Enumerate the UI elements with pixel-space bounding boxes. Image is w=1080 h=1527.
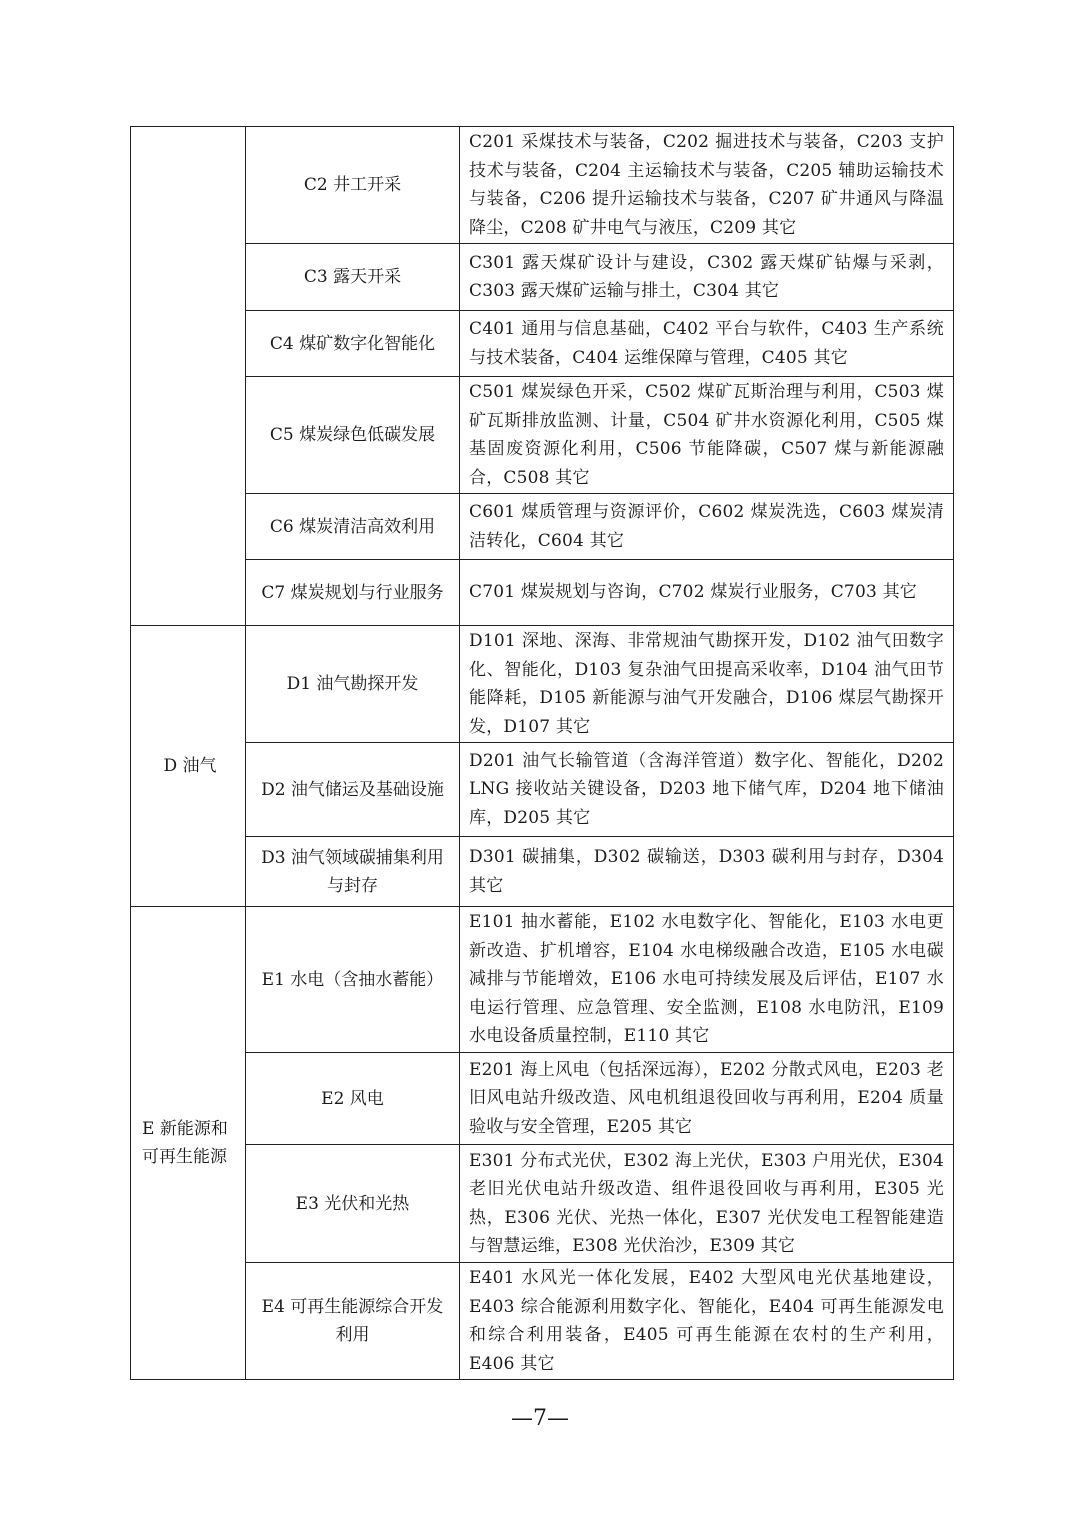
subcategory-cell: E1 水电（含抽水蓄能） xyxy=(246,907,460,1053)
items-cell: C501 煤炭绿色开采，C502 煤矿瓦斯治理与利用，C503 煤矿瓦斯排放监测、计量，C504 矿井水资源化利用，C505 煤基固废资源化利用，C506 节能降碳，C507 煤与新能源融合，C508 其它 xyxy=(460,377,954,494)
subcategory-cell: C6 煤炭清洁高效利用 xyxy=(246,494,460,560)
subcategory-cell: C7 煤炭规划与行业服务 xyxy=(246,560,460,626)
table-row xyxy=(131,560,954,626)
items-cell: D201 油气长输管道（含海洋管道）数字化、智能化，D202 LNG 接收站关键设备，D203 地下储气库，D204 地下储油库，D205 其它 xyxy=(460,743,954,837)
subcategory-cell: D3 油气领域碳捕集利用与封存 xyxy=(246,837,460,907)
page-number: —7— xyxy=(511,1406,569,1431)
subcategory-cell: E2 风电 xyxy=(246,1053,460,1145)
items-cell: C601 煤质管理与资源评价，C602 煤炭洗选，C603 煤炭清洁转化，C604 其它 xyxy=(460,494,954,560)
items-cell: D101 深地、深海、非常规油气勘探开发，D102 油气田数字化、智能化，D103 复杂油气田提高采收率，D104 油气田节能降耗，D105 新能源与油气开发融合，D106 煤层气勘探开发，D107 其它 xyxy=(460,626,954,743)
table-row xyxy=(131,311,954,377)
table-row xyxy=(131,743,954,837)
table-row xyxy=(131,1263,954,1380)
items-cell: C401 通用与信息基础，C402 平台与软件，C403 生产系统与技术装备，C404 运维保障与管理，C405 其它 xyxy=(460,311,954,377)
table-row xyxy=(131,907,954,1053)
table-row xyxy=(131,626,954,743)
items-cell: D301 碳捕集，D302 碳输送，D303 碳利用与封存，D304 其它 xyxy=(460,837,954,907)
subcategory-cell: C3 露天开采 xyxy=(246,244,460,311)
table-row xyxy=(131,837,954,907)
subcategory-cell: D2 油气储运及基础设施 xyxy=(246,743,460,837)
subcategory-cell: C4 煤矿数字化智能化 xyxy=(246,311,460,377)
table-row xyxy=(131,377,954,494)
items-cell: C201 采煤技术与装备，C202 掘进技术与装备，C203 支护技术与装备，C204 主运输技术与装备，C205 辅助运输技术与装备，C206 提升运输技术与装备，C207 矿井通风与降温降尘，C208 矿井电气与液压，C209 其它 xyxy=(460,127,954,244)
items-cell: E101 抽水蓄能，E102 水电数字化、智能化，E103 水电更新改造、扩机增容，E104 水电梯级融合改造，E105 水电碳减排与节能增效，E106 水电可持续发展及后评估，E107 水电运行管理、应急管理、安全监测，E108 水电防汛，E109 水电设备质量控制，E110 其它 xyxy=(460,907,954,1053)
items-cell: C301 露天煤矿设计与建设，C302 露天煤矿钻爆与采剥，C303 露天煤矿运输与排土，C304 其它 xyxy=(460,244,954,311)
subcategory-cell: E4 可再生能源综合开发利用 xyxy=(246,1263,460,1380)
category-cell-e: E 新能源和可再生能源 xyxy=(131,907,246,1380)
category-cell-c xyxy=(131,127,246,626)
subcategory-cell: C5 煤炭绿色低碳发展 xyxy=(246,377,460,494)
table-row xyxy=(131,494,954,560)
table-row xyxy=(131,1053,954,1145)
table-row xyxy=(131,1145,954,1263)
classification-table xyxy=(130,126,954,1380)
category-cell-d: D 油气 xyxy=(131,626,246,907)
subcategory-cell: C2 井工开采 xyxy=(246,127,460,244)
items-cell: E201 海上风电（包括深远海），E202 分散式风电，E203 老旧风电站升级改造、风电机组退役回收与再利用，E204 质量验收与安全管理，E205 其它 xyxy=(460,1053,954,1145)
items-cell: E401 水风光一体化发展，E402 大型风电光伏基地建设，E403 综合能源利用数字化、智能化，E404 可再生能源发电和综合利用装备，E405 可再生能源在农村的生产利用，E406 其它 xyxy=(460,1263,954,1380)
table-row xyxy=(131,127,954,244)
items-cell: C701 煤炭规划与咨询，C702 煤炭行业服务，C703 其它 xyxy=(460,560,954,626)
table-row xyxy=(131,244,954,311)
items-cell: E301 分布式光伏，E302 海上光伏，E303 户用光伏，E304 老旧光伏电站升级改造、组件退役回收与再利用，E305 光热，E306 光伏、光热一体化，E307 光伏发电工程智能建造与智慧运维，E308 光伏治沙，E309 其它 xyxy=(460,1145,954,1263)
subcategory-cell: E3 光伏和光热 xyxy=(246,1145,460,1263)
subcategory-cell: D1 油气勘探开发 xyxy=(246,626,460,743)
